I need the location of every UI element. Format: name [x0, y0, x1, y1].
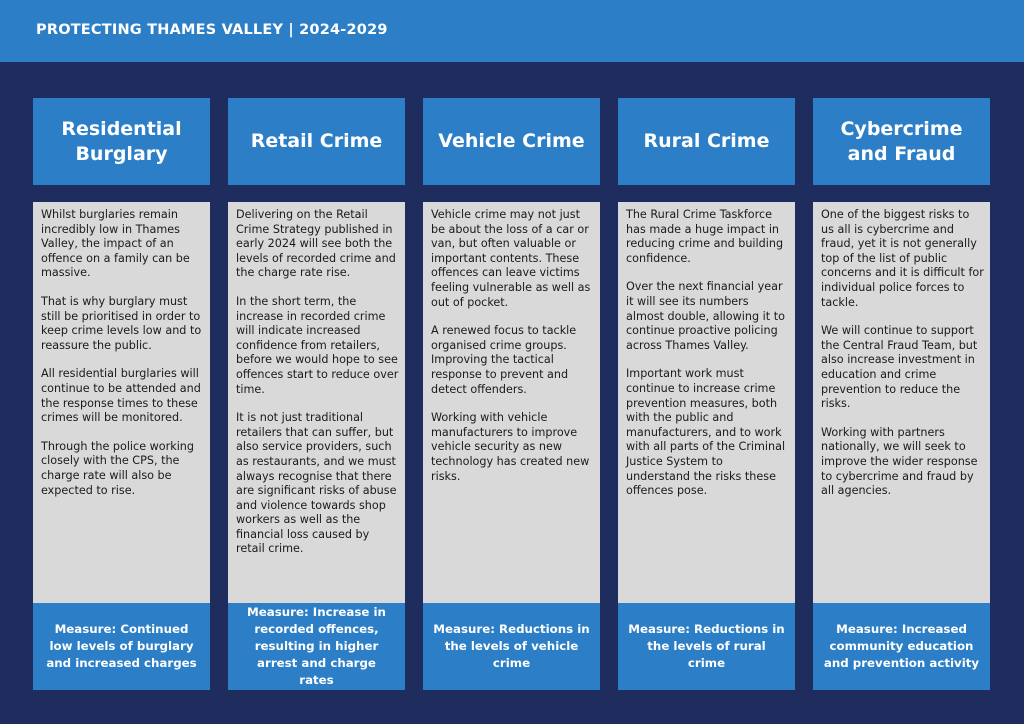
paragraph: Whilst burglaries remain incredibly low in Thames Valley, the impact of an offence on a family can be massive.: [41, 208, 190, 280]
paragraph: Working with partners nationally, we will seek to improve the wider response to cybercrime and fraud by all agencies.: [821, 425, 978, 498]
paragraph: One of the biggest risks to us all is cybercrime and fraud, yet it is not generally top of the list of public concerns and it is difficult for individual police forces to tackle.: [821, 208, 984, 309]
column-title: Retail Crime: [228, 98, 405, 185]
paragraph: In the short term, the increase in recorded crime will indicate increased confidence from retailers, before we would hope to see offences start to reduce over time.: [236, 294, 399, 396]
paragraph: That is why burglary must still be prioritised in order to keep crime levels low and to reassure the public.: [41, 294, 202, 352]
column-rural-crime: [618, 98, 795, 690]
paragraph: Over the next financial year it will see its numbers almost double, allowing it to continue proactive policing across Thames Valley.: [626, 280, 785, 352]
page-title: PROTECTING THAMES VALLEY | 2024-2029: [36, 22, 388, 38]
paragraph: Important work must continue to increase crime prevention measures, both with the public and manufacturers, and to work with all parts of the Criminal Justice System to understand the risks these offences pose.: [626, 367, 786, 498]
column-residential-burglary: [33, 98, 210, 690]
column-measure: Measure: Increased community education and prevention activity: [813, 603, 990, 690]
column-title: Residential Burglary: [33, 98, 210, 185]
paragraph: Vehicle crime may not just be about the loss of a car or van, but often valuable or important contents. These offences can leave victims feeling vulnerable as well as out of pocket.: [431, 208, 591, 309]
paragraph: Delivering on the Retail Crime Strategy published in early 2024 will see both the levels of recorded crime and the charge rate rise.: [236, 208, 396, 280]
column-retail-crime: [228, 98, 405, 690]
column-measure: Measure: Increase in recorded offences, resulting in higher arrest and charge rates: [228, 603, 405, 690]
paragraph: Working with vehicle manufacturers to improve vehicle security as new technology has created new risks.: [431, 411, 590, 483]
column-vehicle-crime: [423, 98, 600, 690]
column-measure: Measure: Continued low levels of burglary and increased charges: [33, 603, 210, 690]
paragraph: All residential burglaries will continue to be attended and the response times to these crimes will be monitored.: [41, 367, 201, 425]
paragraph: Through the police working closely with the CPS, the charge rate will also be expected to rise.: [41, 439, 195, 497]
column-measure: Measure: Reductions in the levels of vehicle crime: [423, 603, 600, 690]
column-title: Rural Crime: [618, 98, 795, 185]
paragraph: It is not just traditional retailers that can suffer, but also service providers, such as restaurants, and we must always recognise that there are significant risks of abuse and violence towards shop workers as well as the financial loss caused by retail crime.: [236, 411, 397, 556]
page-header: [0, 0, 1024, 62]
paragraph: A renewed focus to tackle organised crime groups. Improving the tactical response to prevent and detect offenders.: [431, 324, 577, 396]
column-title: Vehicle Crime: [423, 98, 600, 185]
column-measure: Measure: Reductions in the levels of rural crime: [618, 603, 795, 690]
column-cybercrime-and-fraud: [813, 98, 990, 690]
paragraph: The Rural Crime Taskforce has made a huge impact in reducing crime and building confidence.: [626, 208, 784, 265]
column-title: Cybercrime and Fraud: [813, 98, 990, 185]
paragraph: We will continue to support the Central Fraud Team, but also increase investment in education and crime prevention to reduce the risks.: [821, 324, 978, 411]
